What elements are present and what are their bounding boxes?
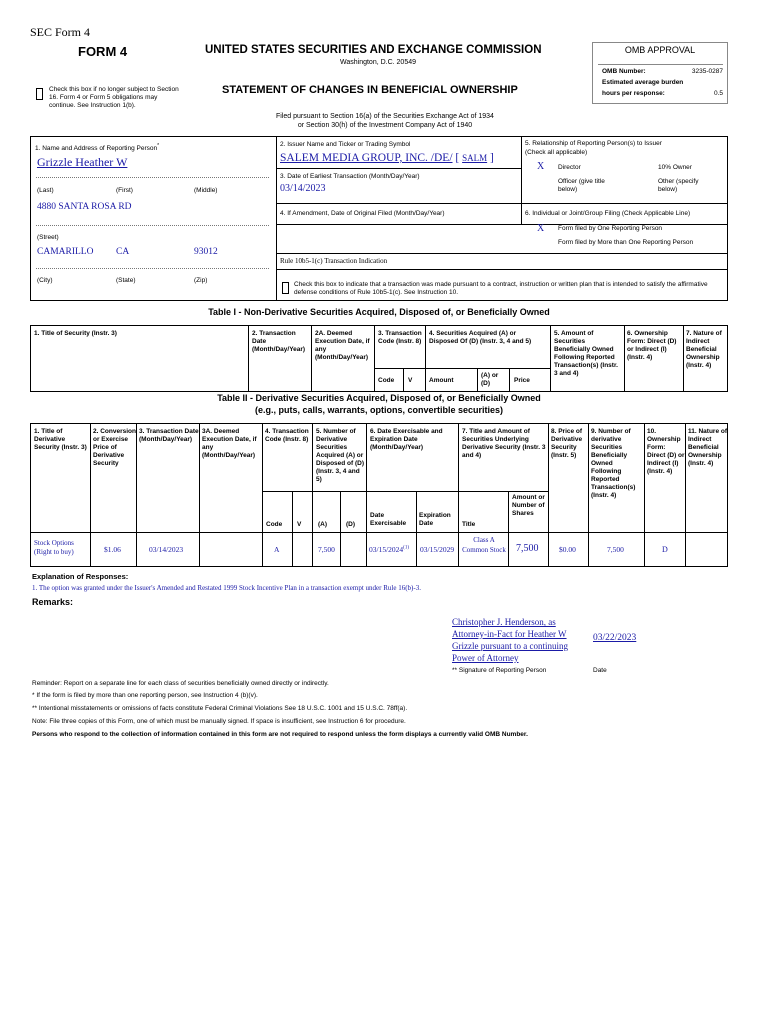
t2-col-line [366, 423, 367, 567]
city-value: CAMARILLO [37, 247, 94, 257]
t2-col-line [136, 423, 137, 567]
t2-col-line [340, 491, 341, 567]
t2-sub-code: Code [266, 521, 283, 528]
state-value: CA [116, 247, 130, 257]
filing-one-mark[interactable]: X [537, 223, 545, 234]
street-label: (Street) [37, 234, 59, 241]
signature-label: ** Signature of Reporting Person [452, 667, 547, 674]
ten-percent-owner-label: 10% Owner [658, 164, 692, 171]
earliest-date-label: 3. Date of Earliest Transaction (Month/Day/Year) [280, 173, 420, 180]
t2-row-exercisable: 03/15/2024 [369, 545, 404, 554]
t2-col-line [508, 491, 509, 567]
t2-col-line [312, 423, 313, 567]
t2-col-line [199, 423, 200, 567]
omb-divider [598, 64, 723, 65]
issuer-label: 2. Issuer Name and Ticker or Trading Symbol [280, 141, 411, 148]
amendment-label: 4. If Amendment, Date of Original Filed (Month/Day/Year) [280, 210, 445, 217]
t2-h8: 8. Price of Derivative Security (Instr. 5) [551, 428, 583, 459]
t2-h3: 3. Transaction Date (Month/Day/Year) [139, 428, 199, 443]
signature-date-label: Date [593, 667, 607, 674]
t2-sub-amount: Amount or Number of Shares [512, 494, 545, 517]
table1-title: Table I - Non-Derivative Securities Acquired, Disposed of, or Beneficially Owned [208, 307, 550, 317]
t1-col-line [248, 325, 249, 392]
t2-row-code: A [274, 545, 280, 554]
director-label: Director [558, 164, 581, 171]
ticker-open-bracket: [ [455, 152, 460, 164]
zip-value: 93012 [194, 247, 218, 257]
t1-col-line [550, 325, 551, 392]
t1-col-line [477, 368, 478, 392]
reporting-person-name[interactable]: Grizzle Heather W [37, 155, 128, 169]
t2-row-acquired: 7,500 [318, 545, 335, 554]
middle-label: (Middle) [194, 187, 218, 194]
agency-location: Washington, D.C. 20549 [340, 59, 417, 66]
t2-col-line [416, 491, 417, 567]
relationship-label-2: (Check all applicable) [525, 149, 588, 156]
t2-col-line [685, 423, 686, 567]
t2-col-line [588, 423, 589, 567]
t2-row-footnote-ref[interactable]: (1) [403, 545, 410, 551]
t1-h1: 1. Title of Security (Instr. 3) [34, 330, 117, 337]
sec-form-label: SEC Form 4 [30, 25, 91, 39]
t1-sub-price: Price [514, 377, 530, 384]
issuer-name[interactable]: SALEM MEDIA GROUP, INC. /DE/ [280, 152, 453, 164]
t2-sub-line [366, 491, 458, 492]
city-label: (City) [37, 277, 53, 284]
footnote-copies: Note: File three copies of this Form, one of which must be manually signed. If space is insufficient, see Instruction 6 for procedure. [32, 718, 406, 725]
rule-label-line [276, 269, 728, 270]
director-mark[interactable]: X [537, 161, 545, 172]
zip-label: (Zip) [194, 277, 208, 284]
filing-more-label: Form filed by More than One Reporting Person [558, 239, 694, 246]
omb-hours-label: hours per response: [602, 90, 665, 97]
t1-col-line [374, 325, 375, 392]
t1-sub-line [374, 368, 550, 369]
t2-sub-d: (D) [346, 521, 356, 528]
t2-h1: 1. Title of Derivative Security (Instr. 3) [34, 428, 87, 451]
t2-row-owned: 7,500 [607, 545, 624, 554]
ticker-close-bracket: ] [490, 152, 494, 164]
t2-row-date: 03/14/2023 [149, 545, 184, 554]
t2-h5: 5. Number of Derivative Securities Acquired (A) or Disposed of (D) (Instr. 3, 4 and 5) [316, 428, 365, 483]
t2-row-expiration: 03/15/2029 [420, 545, 455, 554]
t2-sub-v: V [297, 521, 302, 528]
t1-h6: 6. Ownership Form: Direct (D) or Indirect (I) (Instr. 4) [627, 330, 677, 361]
t1-col-line [509, 368, 510, 392]
table2-title: Table II - Derivative Securities Acquired, Disposed of, or Beneficially Owned [217, 393, 541, 403]
form-title: FORM 4 [78, 44, 128, 59]
t2-h2: 2. Conversion or Exercise Price of Derivative Security [93, 428, 136, 467]
omb-number-value: 3235-0287 [691, 68, 723, 75]
name-dotted-line [36, 177, 269, 178]
remarks-label: Remarks: [32, 597, 74, 607]
t2-h9: 9. Number of derivative Securities Beneficially Owned Following Reported Transaction(s) (Instr. 4) [591, 428, 636, 499]
reporting-info-divider-1 [276, 136, 277, 301]
rule-label: Rule 10b5-1(c) Transaction Indication [280, 257, 388, 265]
filed-pursuant-line-1: Filed pursuant to Section 16(a) of the Securities Exchange Act of 1934 [276, 113, 494, 120]
state-label: (State) [116, 277, 136, 284]
t1-sub-ad: (A) or (D) [481, 372, 499, 387]
footnote-multiple-filers: * If the form is filed by more than one reporting person, see Instruction 4 (b)(v). [32, 692, 258, 699]
explanation-1: 1. The option was granted under the Issuer's Amended and Restated 1999 Stock Incentive Plan in a transaction exempt under Rule 16(b)-3. [32, 584, 421, 592]
t2-h11: 11. Nature of Indirect Beneficial Ownership (Instr. 4) [688, 428, 728, 467]
t1-col-line [311, 325, 312, 392]
relationship-label-1: 5. Relationship of Reporting Person(s) to Issuer [525, 140, 662, 147]
t1-h2: 2. Transaction Date (Month/Day/Year) [252, 330, 306, 353]
filing-one-label: Form filed by One Reporting Person [558, 225, 663, 232]
t2-sub-expiration: Expiration Date [419, 512, 451, 527]
section16-checkbox[interactable] [36, 88, 43, 100]
agency-title: UNITED STATES SECURITIES AND EXCHANGE COMMISSION [205, 44, 542, 56]
t1-col-line [425, 325, 426, 392]
t2-col-line [262, 423, 263, 567]
reporting-person-asterisk: * [157, 143, 160, 149]
t2-sub-exercisable: Date Exercisable [370, 512, 407, 527]
t2-h3a: 3A. Deemed Execution Date, if any (Month/Day/Year) [202, 428, 257, 459]
t2-row-title: Stock Options (Right to buy) [34, 539, 74, 556]
t2-col-line [548, 423, 549, 567]
t2-row-shares: 7,500 [516, 543, 539, 554]
reminder-note: Reminder: Report on a separate line for each class of securities beneficially owned directly or indirectly. [32, 680, 329, 687]
explanation-label: Explanation of Responses: [32, 572, 129, 581]
t2-h4: 4. Transaction Code (Instr. 8) [265, 428, 309, 443]
omb-burden-label: Estimated average burden [602, 79, 684, 86]
t2-col-line [90, 423, 91, 567]
t1-sub-code: Code [378, 377, 395, 384]
t1-h7: 7. Nature of Indirect Beneficial Ownership (Instr. 4) [686, 330, 722, 369]
t2-sub-line [458, 491, 548, 492]
officer-label: Officer (give title below) [558, 178, 605, 193]
omb-title: OMB APPROVAL [624, 45, 696, 55]
t2-col-line [292, 491, 293, 567]
t1-col-line [683, 325, 684, 392]
t2-row-price: $1.06 [104, 545, 121, 554]
filing-label: 6. Individual or Joint/Group Filing (Check Applicable Line) [525, 210, 691, 217]
t1-col-line [624, 325, 625, 392]
last-label: (Last) [37, 187, 54, 194]
table2-subtitle: (e.g., puts, calls, warrants, options, convertible securities) [254, 405, 504, 415]
filed-pursuant-line-2: or Section 30(h) of the Investment Company Act of 1940 [297, 122, 473, 129]
reporting-person-label [35, 142, 159, 153]
t2-row-underlying-title: Class A Common Stock [462, 536, 506, 554]
signature-date: 03/22/2023 [593, 633, 637, 643]
street-dotted-line [36, 225, 269, 226]
t2-sub-line [262, 491, 366, 492]
t2-row-exercisable-cell [369, 545, 409, 554]
t2-row-line [30, 532, 728, 533]
t2-sub-a: (A) [318, 521, 328, 528]
date-bottom-line [276, 203, 728, 204]
signature-name[interactable]: Christopher J. Henderson, as Attorney-in-Fact for Heather W Grizzle pursuant to a continuing Power of Attorney [452, 617, 568, 663]
t1-h2a: 2A. Deemed Execution Date, if any (Month/Day/Year) [315, 330, 370, 361]
first-label: (First) [116, 187, 133, 194]
reporting-person-label-text: 1. Name and Address of Reporting Person [35, 145, 158, 153]
street-value: 4880 SANTA ROSA RD [37, 202, 132, 212]
t1-sub-v: V [408, 377, 413, 384]
t2-h7: 7. Title and Amount of Securities Underlying Derivative Security (Instr. 3 and 4) [462, 428, 546, 459]
t2-sub-title: Title [462, 521, 476, 528]
reporting-info-divider-2 [521, 136, 522, 224]
t2-col-line [644, 423, 645, 567]
t2-row-deriv-price: $0.00 [559, 545, 576, 554]
t1-h5: 5. Amount of Securities Beneficially Owned Following Reported Transaction(s) (Instr. 3 and 4) [554, 330, 618, 377]
section16-checkbox-label: Check this box if no longer subject to Section 16. Form 4 or Form 5 obligations may continue. See Instruction 1(b). [49, 86, 179, 109]
earliest-date-value: 03/14/2023 [280, 183, 326, 194]
t1-h4: 4. Securities Acquired (A) or Disposed Of (D) (Instr. 3, 4 and 5) [429, 330, 532, 345]
ticker-symbol[interactable]: SALM [462, 153, 488, 163]
t1-col-line [403, 368, 404, 392]
rule-10b5-checkbox[interactable] [282, 282, 289, 294]
other-label: Other (specify below) [658, 178, 699, 193]
footnote-omb: Persons who respond to the collection of information contained in this form are not required to respond unless the form displays a currently valid OMB Number. [32, 731, 528, 738]
t2-col-line [458, 423, 459, 567]
t1-h3: 3. Transaction Code (Instr. 8) [378, 330, 422, 345]
footnote-misstatements: ** Intentional misstatements or omissions of facts constitute Federal Criminal Violations See 18 U.S.C. 1001 and 15 U.S.C. 78ff(a). [32, 705, 408, 712]
t2-h10: 10. Ownership Form: Direct (D) or Indirect (I) (Instr. 4) [647, 428, 685, 475]
city-dotted-line [36, 268, 269, 269]
rule-top-line [276, 253, 728, 254]
t2-h6: 6. Date Exercisable and Expiration Date (Month/Day/Year) [370, 428, 443, 451]
t2-row-form: D [662, 545, 668, 554]
statement-title: STATEMENT OF CHANGES IN BENEFICIAL OWNERSHIP [222, 84, 518, 96]
omb-number-label: OMB Number: [602, 68, 646, 75]
rule-10b5-text: Check this box to indicate that a transaction was made pursuant to a contract, instruction or written plan that is intended to satisfy the affirmative defense conditions of Rule 10b5-1(c). See Instruction 10. [294, 281, 708, 296]
t1-sub-amount: Amount [429, 377, 454, 384]
issuer-bottom-line [276, 168, 522, 169]
omb-hours-value: 0.5 [713, 90, 723, 97]
issuer-name-row [280, 152, 494, 164]
omb-approval-box [592, 42, 728, 104]
